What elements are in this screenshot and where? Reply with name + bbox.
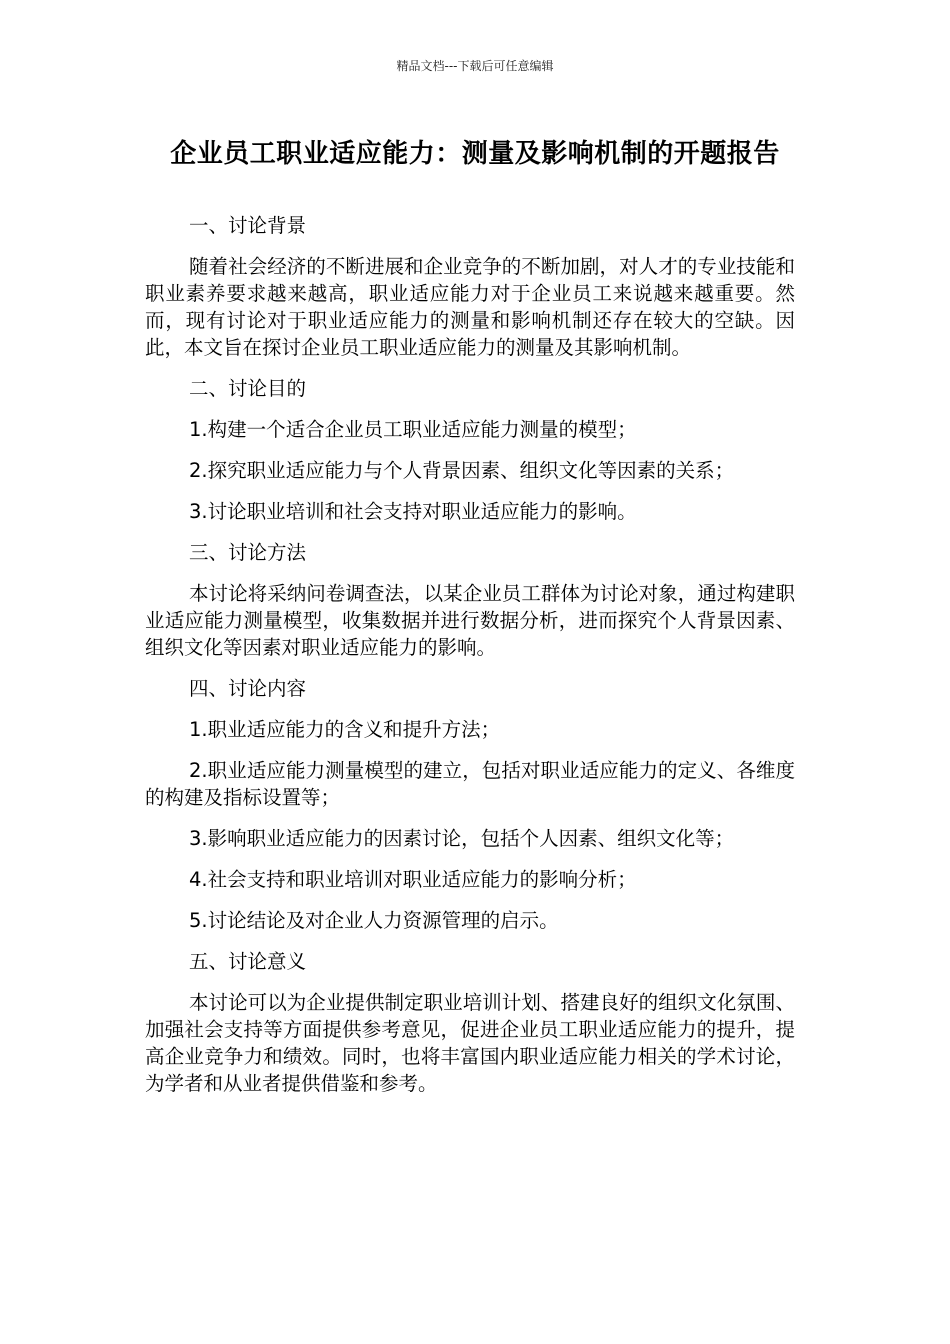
document-body <box>145 212 795 1111</box>
list-item-content-5: 5.讨论结论及对企业人力资源管理的启示。 <box>189 909 559 932</box>
section-heading-content: 四、讨论内容 <box>189 677 307 700</box>
list-item-content-1: 1.职业适应能力的含义和提升方法； <box>189 718 501 741</box>
list-item-content-4: 4.社会支持和职业培训对职业适应能力的影响分析； <box>189 868 637 891</box>
paragraph-significance: 本讨论可以为企业提供制定职业培训计划、搭建良好的组织文化氛围、加强社会支持等方面提供参考意见，促进企业员工职业适应能力的提升，提高企业竞争力和绩效。同时，也将丰富国内职业适应能力相关的学术讨论，为学者和从业者提供借鉴和参考。 <box>145 991 795 1095</box>
document-title: 企业员工职业适应能力：测量及影响机制的开题报告 <box>170 139 780 169</box>
list-item-content-2: 2.职业适应能力测量模型的建立，包括对职业适应能力的定义、各维度的构建及指标设置等； <box>145 759 795 809</box>
section-heading-significance: 五、讨论意义 <box>189 950 307 973</box>
section-heading-purpose: 二、讨论目的 <box>189 377 307 400</box>
list-item-purpose-2: 2.探究职业适应能力与个人背景因素、组织文化等因素的关系； <box>189 459 735 482</box>
paragraph-background: 随着社会经济的不断进展和企业竞争的不断加剧，对人才的专业技能和职业素养要求越来越高，职业适应能力对于企业员工来说越来越重要。然而，现有讨论对于职业适应能力的测量和影响机制还存在较大的空缺。因此，本文旨在探讨企业员工职业适应能力的测量及其影响机制。 <box>145 255 795 359</box>
section-heading-method: 三、讨论方法 <box>189 541 307 564</box>
paragraph-method: 本讨论将采纳问卷调查法，以某企业员工群体为讨论对象，通过构建职业适应能力测量模型，收集数据并进行数据分析，进而探究个人背景因素、组织文化等因素对职业适应能力的影响。 <box>145 582 795 659</box>
list-item-purpose-3: 3.讨论职业培训和社会支持对职业适应能力的影响。 <box>189 500 637 523</box>
list-item-purpose-1: 1.构建一个适合企业员工职业适应能力测量的模型； <box>189 418 637 441</box>
section-heading-background: 一、讨论背景 <box>189 214 307 237</box>
list-item-content-3: 3.影响职业适应能力的因素讨论，包括个人因素、组织文化等； <box>189 827 735 850</box>
page-header-watermark: 精品文档---下载后可任意编辑 <box>396 59 554 73</box>
